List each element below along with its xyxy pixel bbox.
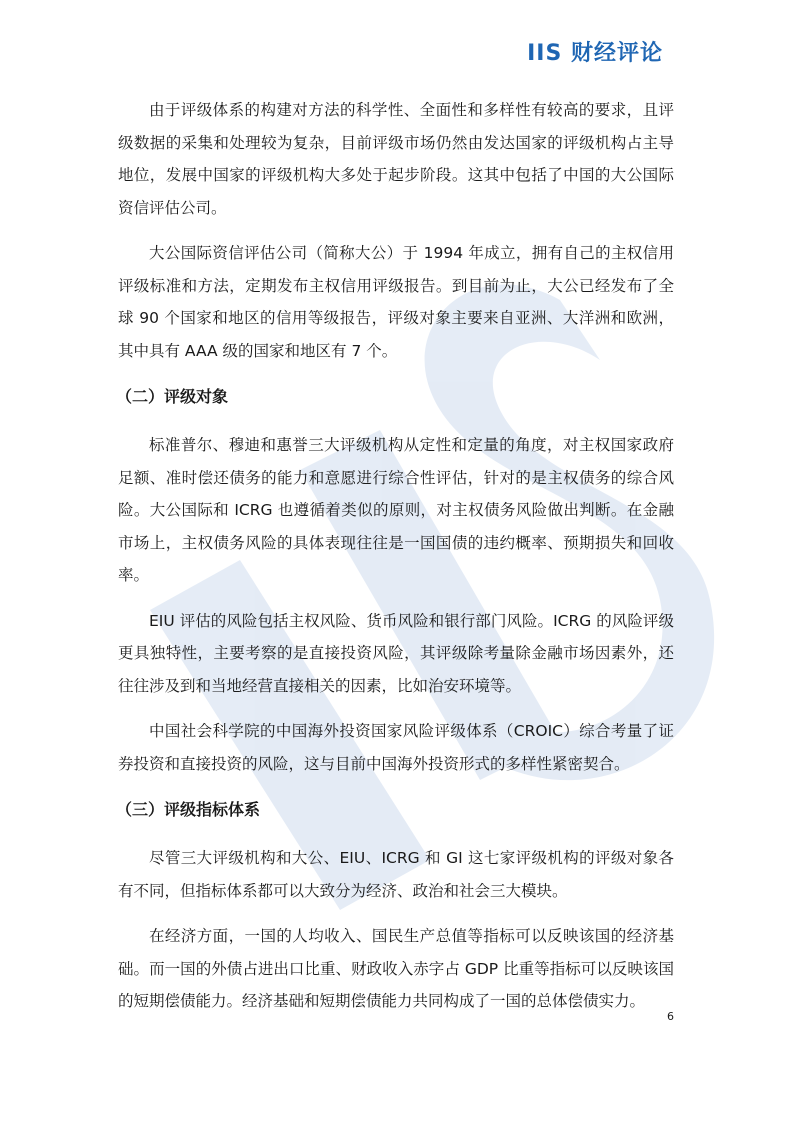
paragraph: EIU 评估的风险包括主权风险、货币风险和银行部门风险。ICRG 的风险评级更具独特性，主要考察的是直接投资风险，其评级除考量除金融市场因素外，还往往涉及到和当地经营直接相关的因素，比如治安环境等。 [118, 611, 674, 695]
paragraph: 在经济方面，一国的人均收入、国民生产总值等指标可以反映该国的经济基础。而一国的外债占进出口比重、财政收入赤字占 GDP 比重等指标可以反映该国的短期偿债能力。经济基础和短期偿债能力共同构成了一国的总体偿债实力。 [118, 927, 674, 1010]
paragraph: 标准普尔、穆迪和惠誉三大评级机构从定性和定量的角度，对主权国家政府足额、准时偿还债务的能力和意愿进行综合性评估，针对的是主权债务的综合风险。大公国际和 ICRG 也遵循着类似的原则，对主权债务风险做出判断。在金融市场上，主权债务风险的具体表现往往是一国国债的违约概率、预期损失和回收率。 [118, 436, 674, 584]
section-heading: （三）评级指标体系 [116, 800, 261, 819]
header-brand: IIS 财经评论 [527, 41, 663, 66]
paragraph: 中国社会科学院的中国海外投资国家风险评级体系（CROIC）综合考量了证券投资和直接投资的风险，这与目前中国海外投资形式的多样性紧密契合。 [118, 722, 674, 773]
paragraph: 尽管三大评级机构和大公、EIU、ICRG 和 GI 这七家评级机构的评级对象各有不同，但指标体系都可以大致分为经济、政治和社会三大模块。 [118, 849, 674, 900]
document-body [118, 94, 674, 1031]
page-number: 6 [667, 1010, 674, 1023]
paragraph: 大公国际资信评估公司（简称大公）于 1994 年成立，拥有自己的主权信用评级标准和方法，定期发布主权信用评级报告。到目前为止，大公已经发布了全球 90 个国家和地区的信用等级报告，评级对象主要来自亚洲、大洋洲和欧洲，其中具有 AAA 级的国家和地区有 7 个。 [118, 244, 674, 360]
paragraph: 由于评级体系的构建对方法的科学性、全面性和多样性有较高的要求，且评级数据的采集和处理较为复杂，目前评级市场仍然由发达国家的评级机构占主导地位，发展中国家的评级机构大多处于起步阶段。这其中包括了中国的大公国际资信评估公司。 [118, 101, 674, 217]
section-heading: （二）评级对象 [116, 387, 229, 406]
